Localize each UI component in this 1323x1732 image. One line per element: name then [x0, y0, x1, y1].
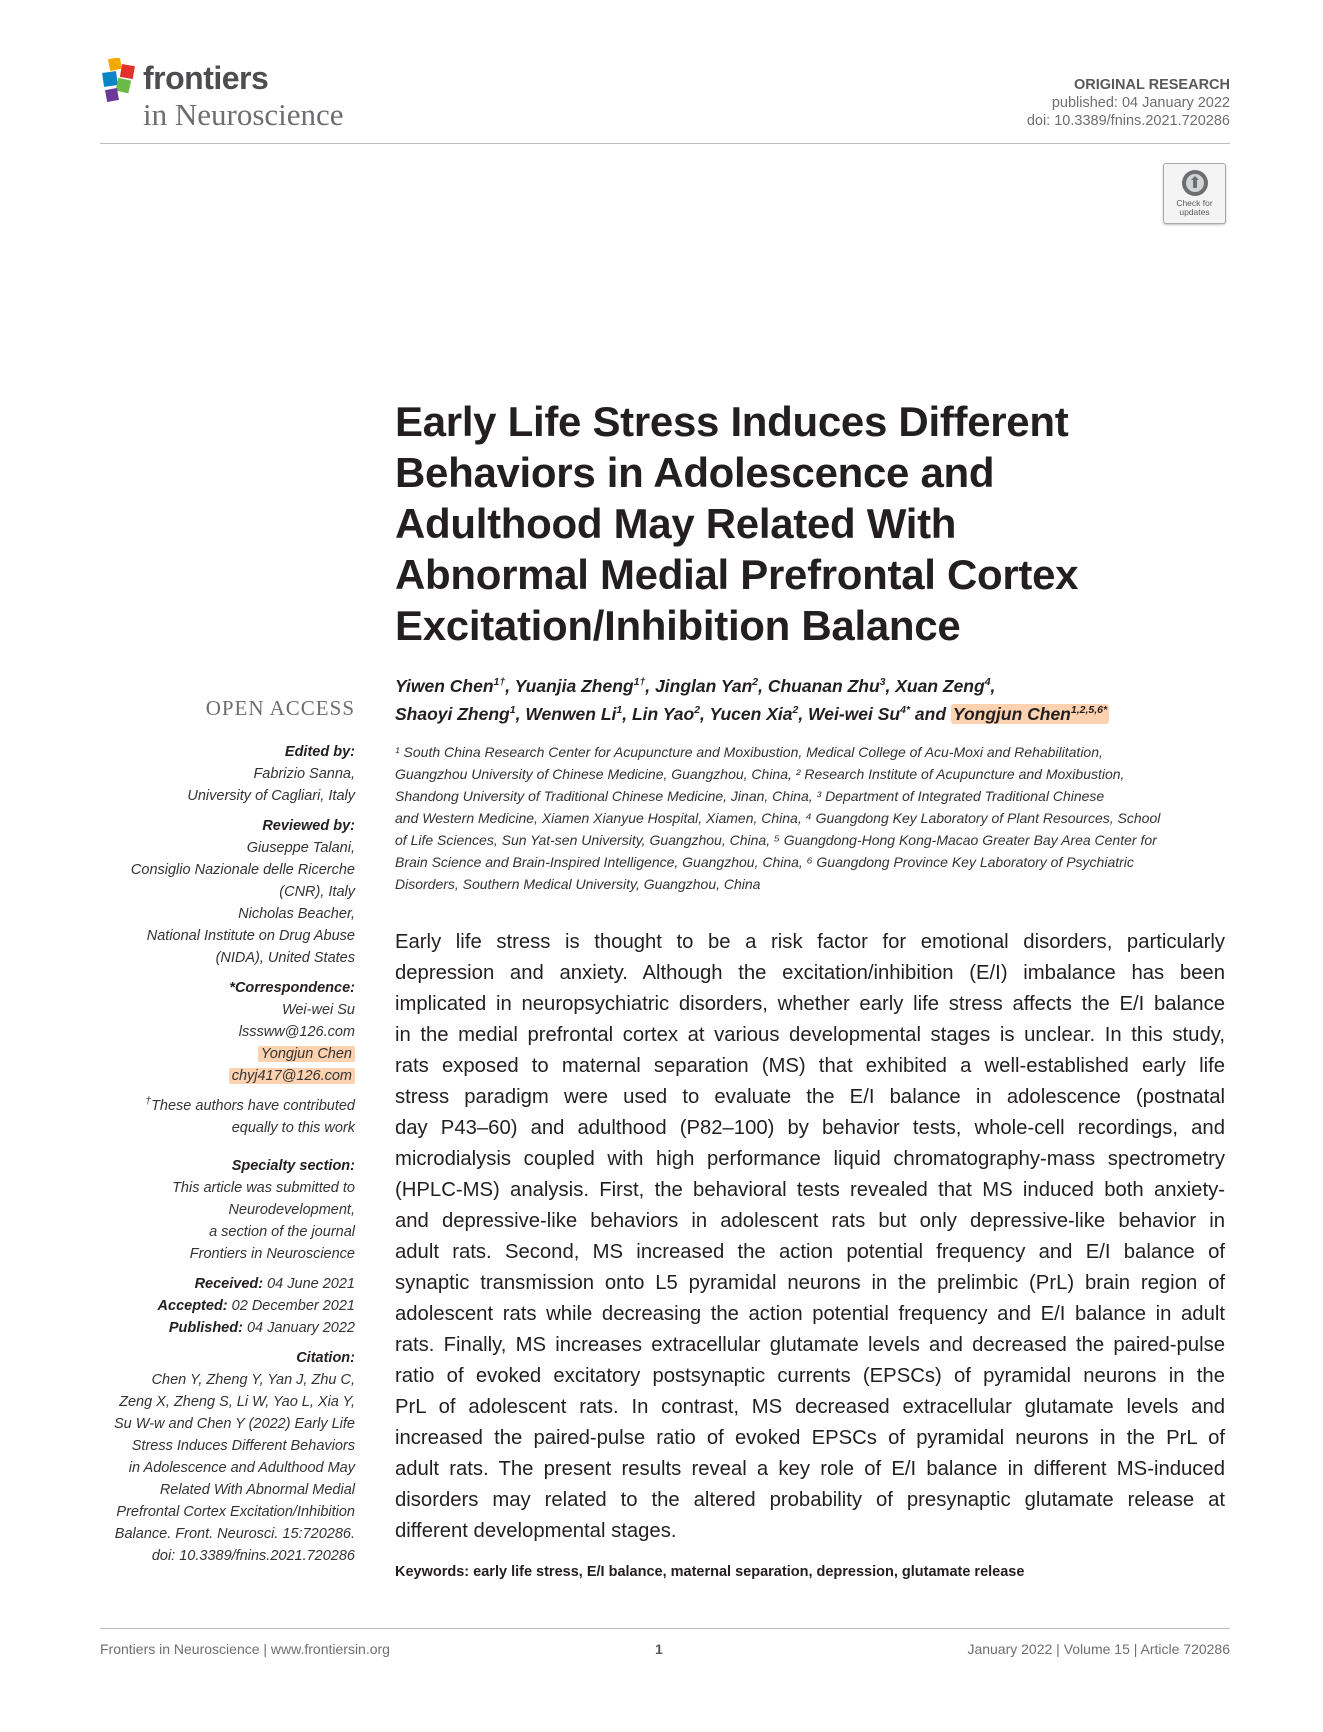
citation-label: Citation: [296, 1350, 355, 1366]
citation-line: Prefrontal Cortex Excitation/Inhibition [116, 1504, 355, 1520]
author-affiliation-mark: 4 [984, 676, 991, 689]
author-name[interactable]: Lin Yao [631, 704, 695, 724]
open-access-label: OPEN ACCESS [205, 696, 355, 720]
reviewer-name: Nicholas Beacher, [238, 906, 355, 922]
author-affiliation-mark: 4* [900, 704, 911, 717]
page-number: 1 [655, 1641, 663, 1657]
author-name[interactable]: Jinglan Yan [655, 676, 753, 696]
title-line: Early Life Stress Induces Different [395, 398, 1069, 445]
abstract-line: adolescent rats while decreasing the action potential frequency and E/I balance in adult [395, 1303, 1225, 1325]
affiliation-line: ¹ South China Research Center for Acupuncture and Moxibustion, Medical College of Acu-Moxi and Rehabilitation, [395, 744, 1103, 760]
affiliation-line: Disorders, Southern Medical University, Guangzhou, China [395, 876, 761, 892]
journal-logo[interactable] [101, 56, 401, 136]
reviewed-by-label: Reviewed by: [262, 818, 355, 834]
author-name[interactable]: Chuanan Zhu [767, 676, 880, 696]
reviewer-affiliation: (NIDA), United States [215, 950, 355, 966]
abstract-line: implicated in neuropsychiatric disorders, whether early life stress affects the E/I balance [395, 993, 1225, 1015]
frontiers-logo-icon [101, 58, 143, 104]
author-list: Yiwen Chen$^{1\dagger}$, Yuanjia Zheng$^{1\dagger}$, Jinglan Yan$^2$, Chuanan Zhu$^3$, Xuan Zeng$^4$, Shaoyi Zheng$^1$, Wenwen Li$^1$, Lin Yao$^2$, Yucen Xia$^2$, Wei-wei $Su^{4*}$ and Yongjun Chen$^{1,2,5,6*}$ [395, 676, 1108, 724]
reviewer-affiliation: National Institute on Drug Abuse [146, 928, 355, 944]
abstract-line: stress paradigm were used to evaluate the E/I balance in adolescence (postnatal [395, 1086, 1225, 1108]
author-affiliation-mark: 1† [493, 676, 506, 689]
correspondent-name: Wei-wei Su [281, 1002, 355, 1018]
keywords-label: Keywords: [395, 1564, 470, 1580]
author-name[interactable]: Yucen Xia [709, 704, 793, 724]
author-affiliation-mark: 2 [792, 704, 799, 717]
title-line: Behaviors in Adolescence and [395, 449, 995, 496]
affiliation-line: Shandong University of Traditional Chinese Medicine, Jinan, China, ³ Department of Integrated Traditional Chinese [395, 788, 1105, 804]
author-name[interactable]: Shaoyi Zheng [395, 704, 510, 724]
abstract-line: in the medial prefrontal cortex at various developmental stages is unclear. In this study, [395, 1024, 1225, 1046]
accepted-date: 02 December 2021 [231, 1298, 355, 1314]
abstract-line: (HPLC-MS) analysis. First, the behavioral tests revealed that MS induced both anxiety- [395, 1179, 1225, 1201]
specialty-section-label: Specialty section: [231, 1158, 355, 1174]
author-affiliation-mark: 2 [694, 704, 701, 717]
correspondent-name: Yongjun Chen [258, 1046, 355, 1062]
citation-line: Su W-w and Chen Y (2022) Early Life [114, 1416, 355, 1432]
specialty-line: Neurodevelopment, [228, 1202, 355, 1218]
correspondent-email[interactable]: lsssww@126.com [238, 1024, 355, 1040]
abstract-line: ratio of evoked excitatory postsynaptic currents (EPSCs) of pyramidal neurons in the [395, 1365, 1225, 1387]
reviewer-affiliation: Consiglio Nazionale delle Ricerche [130, 862, 355, 878]
affiliations [395, 741, 1230, 895]
abstract-line: adult rats. Second, MS increased the action potential frequency and E/I balance of [395, 1241, 1225, 1263]
author-name[interactable]: Wei-wei Su [808, 704, 901, 724]
article-title [395, 396, 1195, 651]
header-divider [100, 143, 1230, 144]
reviewer-affiliation: (CNR), Italy [279, 884, 355, 900]
footer-journal-link[interactable]: Frontiers in Neuroscience | www.frontiersin.org [100, 1641, 390, 1657]
abstract-line: Early life stress is thought to be a risk factor for emotional disorders, particularly [395, 931, 1225, 953]
author-highlight [951, 704, 1109, 724]
contribution-mark: † [145, 1095, 152, 1108]
author-name[interactable]: Xuan Zeng [895, 676, 985, 696]
title-line: Adulthood May Related With [395, 500, 957, 547]
article-header-meta [1027, 76, 1230, 130]
editor-name: Fabrizio Sanna, [253, 766, 355, 782]
article-type: ORIGINAL RESEARCH [1073, 77, 1230, 93]
citation-line: in Adolescence and Adulthood May [128, 1460, 355, 1476]
author-name[interactable]: Wenwen Li [525, 704, 617, 724]
check-for-updates-icon [1180, 168, 1210, 198]
author-affiliation-mark: 2 [752, 676, 759, 689]
author-name[interactable]: Yiwen Chen [395, 676, 494, 696]
title-line: Abnormal Medial Prefrontal Cortex [395, 551, 1079, 598]
contribution-note: equally to this work [231, 1120, 355, 1136]
published-date: 04 January 2022 [246, 1320, 355, 1336]
abstract-line: microdialysis coupled with high performance liquid chromatography-mass spectrometry [395, 1148, 1225, 1170]
footer-issue-info: January 2022 | Volume 15 | Article 720286 [967, 1641, 1230, 1657]
edited-by-label: Edited by: [284, 744, 355, 760]
journal-brand: frontiers [143, 60, 269, 96]
abstract-line: different developmental stages. [395, 1520, 677, 1542]
citation-line: Related With Abnormal Medial [159, 1482, 355, 1498]
check-for-updates-label: Check for updates [1176, 198, 1213, 217]
article-info-sidebar [100, 741, 355, 1567]
affiliation-line: of Life Sciences, Sun Yat-sen University, Guangzhou, China, ⁵ Guangdong-Hong Kong-Macao Greater Bay Area Center for [395, 832, 1157, 848]
abstract [395, 927, 1225, 1547]
abstract-line: adult rats. The present results reveal a key role of E/I balance in different MS-induced [395, 1458, 1225, 1480]
author-name[interactable]: Yongjun Chen [952, 704, 1071, 724]
author-affiliation-mark: 1,2,5,6* [1070, 704, 1108, 717]
affiliation-line: Guangzhou University of Chinese Medicine, Guangzhou, China, ² Research Institute of Acupuncture and Moxibustion, [395, 766, 1125, 782]
correspondent-email[interactable]: chyj417@126.com [229, 1068, 355, 1084]
author-conjunction: and [914, 704, 947, 724]
received-label: Received: [194, 1276, 264, 1292]
citation-line: Balance. Front. Neurosci. 15:720286. [114, 1526, 355, 1542]
affiliation-line: and Western Medicine, Xiamen Xianyue Hospital, Xiamen, China, ⁴ Guangdong Key Laboratory of Plant Resources, School [395, 810, 1161, 826]
abstract-line: day P43–60) and adulthood (P82–100) by behavior tests, whole-cell recordings, and [395, 1117, 1225, 1139]
check-for-updates-button[interactable] [1163, 163, 1226, 224]
reviewer-name: Giuseppe Talani, [246, 840, 355, 856]
abstract-line: PrL of adolescent rats. In contrast, MS decreased extracellular glutamate levels and [395, 1396, 1225, 1418]
keywords [395, 1564, 1024, 1580]
author-affiliation-mark: 1 [509, 704, 516, 717]
citation-line: Chen Y, Zheng Y, Yan J, Zhu C, [151, 1372, 355, 1388]
affiliation-line: Brain Science and Brain-Inspired Intelligence, Guangzhou, China, ⁶ Guangdong Province Key Laboratory of Psychiatric [395, 854, 1134, 870]
abstract-line: rats exposed to maternal separation (MS) that exhibited a well-established early life [395, 1055, 1225, 1077]
specialty-line: Frontiers in Neuroscience [189, 1246, 355, 1262]
accepted-label: Accepted: [157, 1298, 228, 1314]
citation-line: Zeng X, Zheng S, Li W, Yao L, Xia Y, [119, 1394, 355, 1410]
abstract-line: and depressive-like behaviors in adolescent rats but only depressive-like behavior in [395, 1210, 1225, 1232]
abstract-line: increased the paired-pulse ratio of evoked EPSCs of pyramidal neurons in the PrL of [395, 1427, 1225, 1449]
citation-line[interactable]: doi: 10.3389/fnins.2021.720286 [151, 1548, 355, 1564]
abstract-line: depression and anxiety. Although the excitation/inhibition (E/I) imbalance has been [395, 962, 1225, 984]
journal-name: in Neuroscience [143, 97, 344, 132]
author-affiliation-mark: 1 [616, 704, 623, 717]
footer-divider [100, 1628, 1230, 1629]
received-date: 04 June 2021 [267, 1276, 355, 1292]
specialty-line: This article was submitted to [172, 1180, 355, 1196]
correspondence-label: *Correspondence: [229, 980, 355, 996]
editor-affiliation: University of Cagliari, Italy [187, 788, 355, 804]
contribution-note: These authors have contributed [151, 1098, 355, 1114]
citation-line: Stress Induces Different Behaviors [131, 1438, 355, 1454]
author-affiliation-mark: 1† [633, 676, 646, 689]
keywords-text: early life stress, E/I balance, maternal separation, depression, glutamate release [473, 1564, 1025, 1580]
author-name[interactable]: Yuanjia Zheng [514, 676, 634, 696]
title-line: Excitation/Inhibition Balance [395, 602, 961, 649]
published-date: published: 04 January 2022 [1051, 95, 1230, 111]
abstract-line: synaptic transmission onto L5 pyramidal neurons in the prelimbic (PrL) brain region of [395, 1272, 1225, 1294]
article-doi[interactable]: doi: 10.3389/fnins.2021.720286 [1026, 113, 1230, 129]
author-affiliation-mark: 3 [879, 676, 886, 689]
published-label: Published: [168, 1320, 243, 1336]
abstract-line: disorders may related to the altered probability of presynaptic glutamate release at [395, 1489, 1225, 1511]
abstract-line: rats. Finally, MS increases extracellular glutamate levels and decreased the paired-pulse [395, 1334, 1225, 1356]
specialty-line: a section of the journal [209, 1224, 355, 1240]
